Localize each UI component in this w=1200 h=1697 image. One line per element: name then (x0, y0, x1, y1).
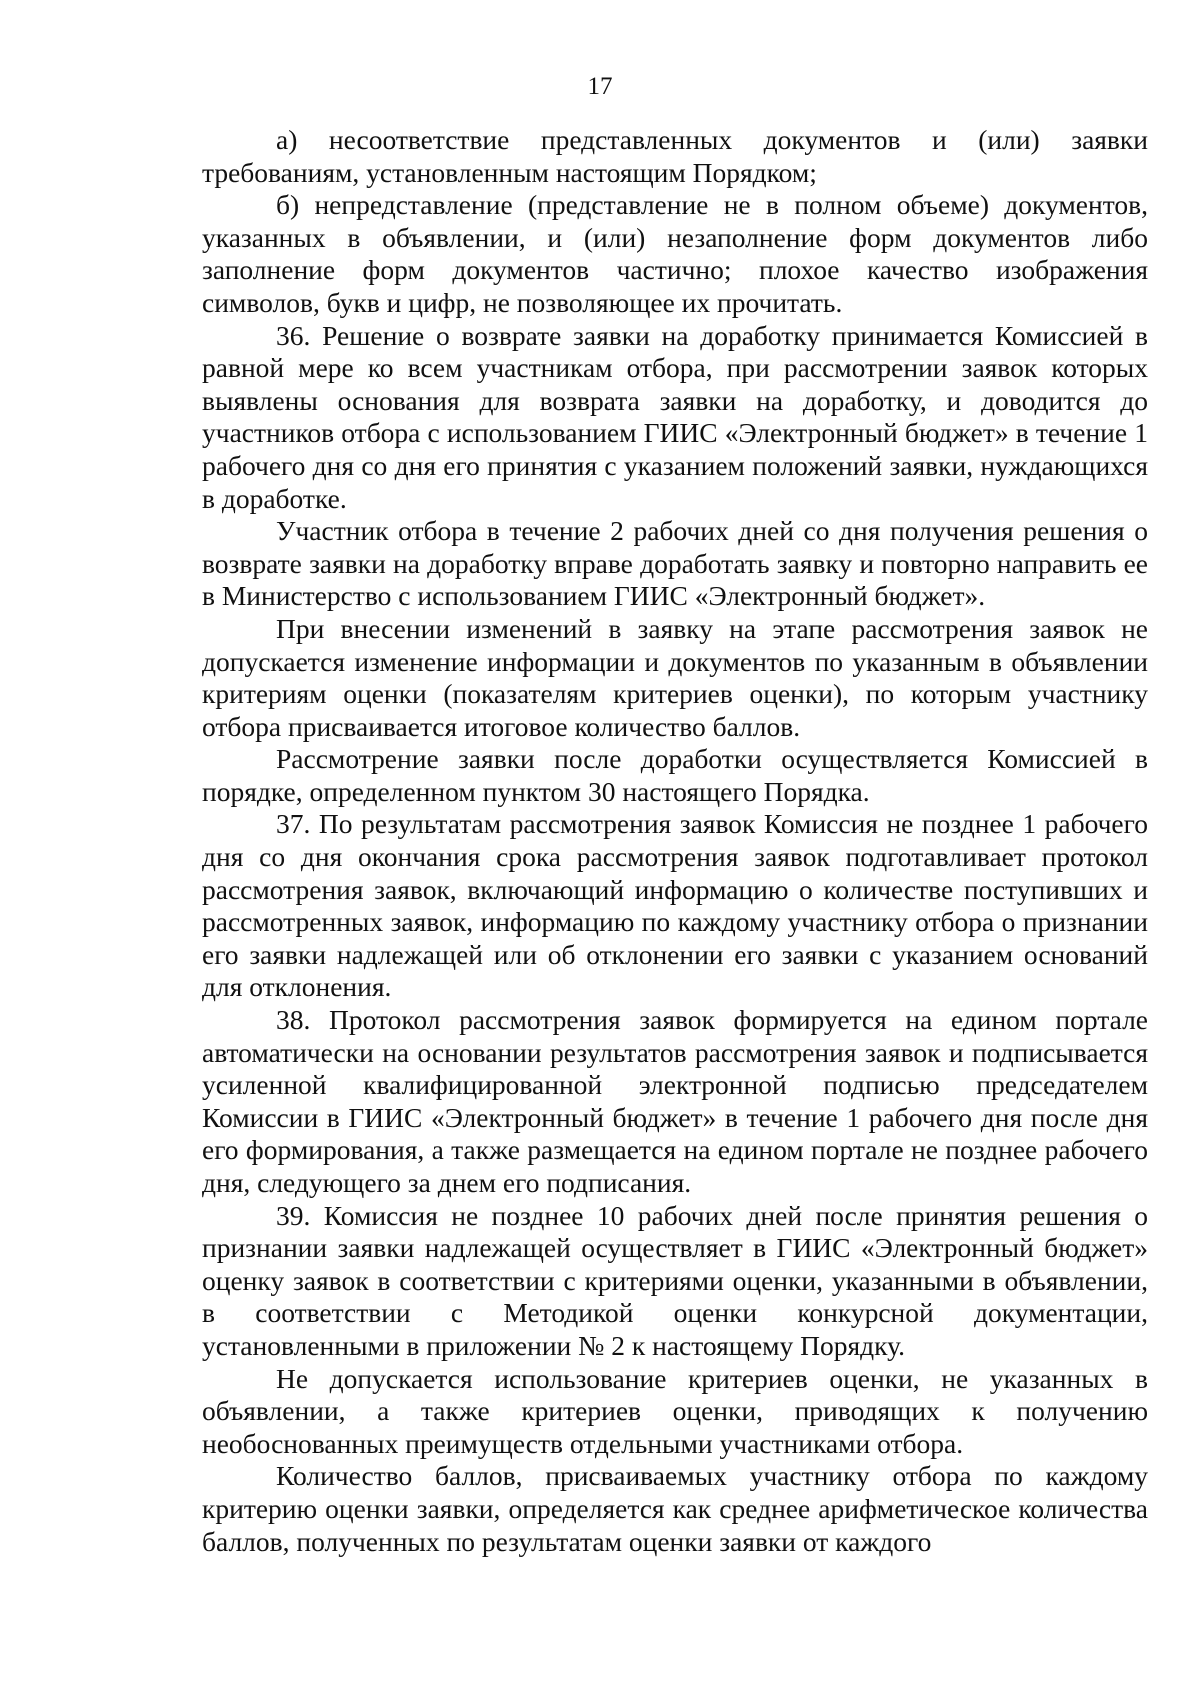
paragraph-item-b: б) непредставление (представление не в полном объеме) документов, указанных в объявлении, и (или) незаполнение форм документов либо заполнение форм документов частично; плохое качество изображения символов, букв и цифр, не позволяющее их прочитать. (202, 189, 1148, 318)
paragraph-39: 39. Комиссия не позднее 10 рабочих дней после принятия решения о признании заявки надлежащей осуществляет в ГИИС «Электронный бюджет» оценку заявок в соответствии с критериями оценки, указанными в объявлении, в соответствии с Методикой оценки конкурсной документации, установленными в приложении № 2 к настоящему Порядку. (202, 1199, 1148, 1361)
page-number: 17 (587, 73, 613, 100)
paragraph-37: 37. По результатам рассмотрения заявок Комиссия не позднее 1 рабочего дня со дня окончания срока рассмотрения заявок подготавливает протокол рассмотрения заявок, включающий информацию о количестве поступивших и рассмотренных заявок, информацию по каждому участнику отбора о признании его заявки надлежащей или об отклонении его заявки с указанием оснований для отклонения. (202, 808, 1148, 1003)
paragraph-39-score-calculation: Количество баллов, присваиваемых участнику отбора по каждому критерию оценки заявки, определяется как среднее арифметическое количества баллов, полученных по результатам оценки заявки от каждого (202, 1460, 1148, 1557)
paragraph-36-review-after-revision: Рассмотрение заявки после доработки осуществляется Комиссией в порядке, определенном пунктом 30 настоящего Порядка. (202, 743, 1148, 807)
paragraph-38: 38. Протокол рассмотрения заявок формируется на едином портале автоматически на основании результатов рассмотрения заявок и подписывается усиленной квалифицированной электронной подписью председателем Комиссии в ГИИС «Электронный бюджет» в течение 1 рабочего дня после дня его формирования, а также размещается на едином портале не позднее рабочего дня, следующего за днем его подписания. (202, 1004, 1148, 1198)
paragraph-36-participant-revision: Участник отбора в течение 2 рабочих дней со дня получения решения о возврате заявки на доработку вправе доработать заявку и повторно направить ее в Министерство с использованием ГИИС «Электронный бюджет». (202, 515, 1148, 612)
paragraph-36: 36. Решение о возврате заявки на доработку принимается Комиссией в равной мере ко всем участникам отбора, при рассмотрении заявок которых выявлены основания для возврата заявки на доработку, и доводится до участников отбора с использованием ГИИС «Электронный бюджет» в течение 1 рабочего дня со дня его принятия с указанием положений заявки, нуждающихся в доработке. (202, 319, 1148, 514)
document-body (202, 124, 1148, 1558)
paragraph-item-a: а) несоответствие представленных документов и (или) заявки требованиям, установленным настоящим Порядком; (202, 124, 1148, 188)
paragraph-36-changes-restriction: При внесении изменений в заявку на этапе рассмотрения заявок не допускается изменение информации и документов по указанным в объявлении критериям оценки (показателям критериев оценки), по которым участнику отбора присваивается итоговое количество баллов. (202, 612, 1148, 742)
paragraph-39-criteria-restriction: Не допускается использование критериев оценки, не указанных в объявлении, а также критериев оценки, приводящих к получению необоснованных преимуществ отдельными участниками отбора. (202, 1362, 1148, 1459)
